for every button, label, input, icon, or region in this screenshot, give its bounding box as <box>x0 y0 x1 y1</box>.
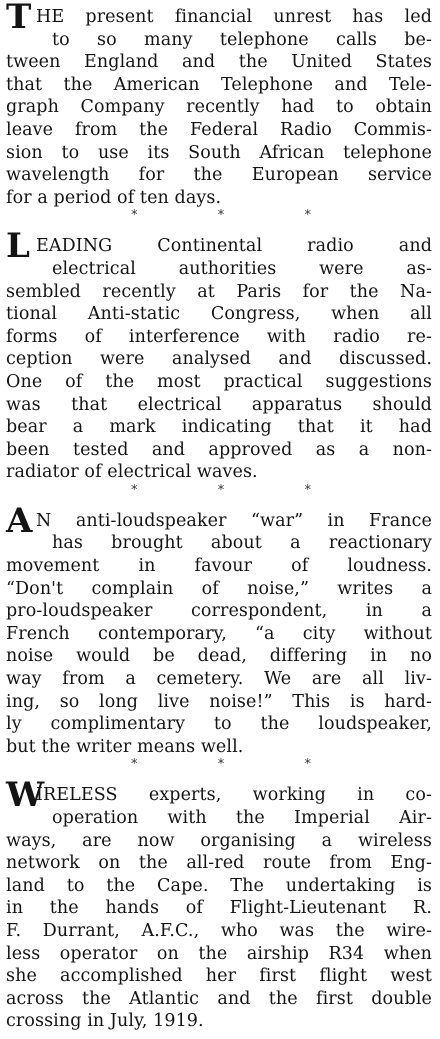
lead-word: HE <box>36 7 65 27</box>
article-line: for a period of ten days. <box>6 187 222 208</box>
article-line: noise would be dead, differing in no <box>6 646 432 667</box>
article-line: movement in favour of loudness. <box>6 556 432 577</box>
asterisk: * <box>131 482 138 498</box>
article-line: ly complimentary to the loudspeaker, <box>6 714 432 735</box>
article-line: way from a cemetery. We are all liv- <box>6 669 432 690</box>
line-text: Continental radio and <box>112 236 432 257</box>
lead-word: IRELESS <box>36 785 118 806</box>
article-wireless-network <box>6 775 432 1033</box>
article-line: land to the Cape. The undertaking is <box>6 875 432 896</box>
article-line: leave from the Federal Radio Commis- <box>6 119 432 140</box>
article-line: network on the all-red route from Eng- <box>6 853 432 874</box>
article-line: she accomplished her first flight west <box>6 966 432 987</box>
asterisk: * <box>217 757 225 773</box>
drop-cap: L <box>6 226 31 267</box>
article-line: radiator of electrical waves. <box>6 462 258 483</box>
article-line: F. Durrant, A.F.C., who was the wire- <box>6 920 432 941</box>
article-line: forms of interference with radio re- <box>6 326 432 347</box>
article-telephone <box>6 0 432 209</box>
article-line: tional Anti-static Congress, when all <box>6 304 432 325</box>
asterisk: * <box>304 482 311 498</box>
lead-word: N <box>36 510 52 531</box>
drop-cap: T <box>6 0 32 37</box>
article-line <box>6 500 432 541</box>
article-line: wavelength for the European service <box>6 165 432 186</box>
article-line <box>6 226 432 267</box>
article-line: in the hands of Flight-Lieutenant R. <box>6 898 432 919</box>
line-text: anti-loudspeaker “war” in France <box>51 510 432 531</box>
article-line: bear a mark indicating that it had <box>6 417 432 438</box>
article-line: to so many telephone calls be- <box>52 29 432 50</box>
article-line: was that electrical apparatus should <box>6 394 432 415</box>
drop-cap: W <box>6 775 45 816</box>
section-separator <box>131 758 311 772</box>
article-anti-static <box>6 226 432 484</box>
article-line: ways, are now organising a wireless <box>6 830 432 851</box>
line-text: experts, working in co- <box>117 785 432 806</box>
article-line: French contemporary, “a city without <box>6 623 432 644</box>
article-line: but the writer means well. <box>6 736 244 757</box>
article-line: less operator on the airship R34 when <box>6 943 432 964</box>
article-line: crossing in July, 1919. <box>6 1011 204 1032</box>
article-line: sion to use its South African telephone <box>6 142 432 163</box>
asterisk: * <box>217 482 225 498</box>
article-line: pro-loudspeaker correspondent, in a <box>6 601 432 622</box>
article-line: operation with the Imperial Air- <box>52 808 432 828</box>
section-separator <box>131 209 311 223</box>
article-line: has brought about a reactionary <box>52 533 432 554</box>
article-line: that the American Telephone and Tele- <box>6 74 432 95</box>
asterisk: * <box>304 757 311 773</box>
article-line: across the Atlantic and the first double <box>6 988 432 1009</box>
news-column <box>6 0 432 1033</box>
section-separator <box>131 484 311 498</box>
article-loudspeaker <box>6 500 432 759</box>
article-line: One of the most practical suggestions <box>6 371 432 392</box>
asterisk: * <box>131 757 138 773</box>
drop-cap: A <box>6 500 33 541</box>
article-line: ing, so long live noise!” This is hard- <box>6 691 432 712</box>
article-line: electrical authorities were as- <box>52 258 432 279</box>
asterisk: * <box>131 208 138 224</box>
article-line: sembled recently at Paris for the Na- <box>6 281 432 302</box>
article-line: graph Company recently had to obtain <box>6 97 432 118</box>
line-text: present financial unrest has led <box>64 7 432 27</box>
article-line: “Don't complain of noise,” writes a <box>6 578 432 599</box>
asterisk: * <box>304 208 311 224</box>
asterisk: * <box>217 208 225 224</box>
article-line: been tested and approved as a non- <box>6 439 432 460</box>
article-line: ception were analysed and discussed. <box>6 349 432 370</box>
article-line <box>6 775 432 816</box>
lead-word: EADING <box>36 236 113 257</box>
article-line <box>6 0 432 37</box>
article-line: tween England and the United States <box>6 52 432 73</box>
